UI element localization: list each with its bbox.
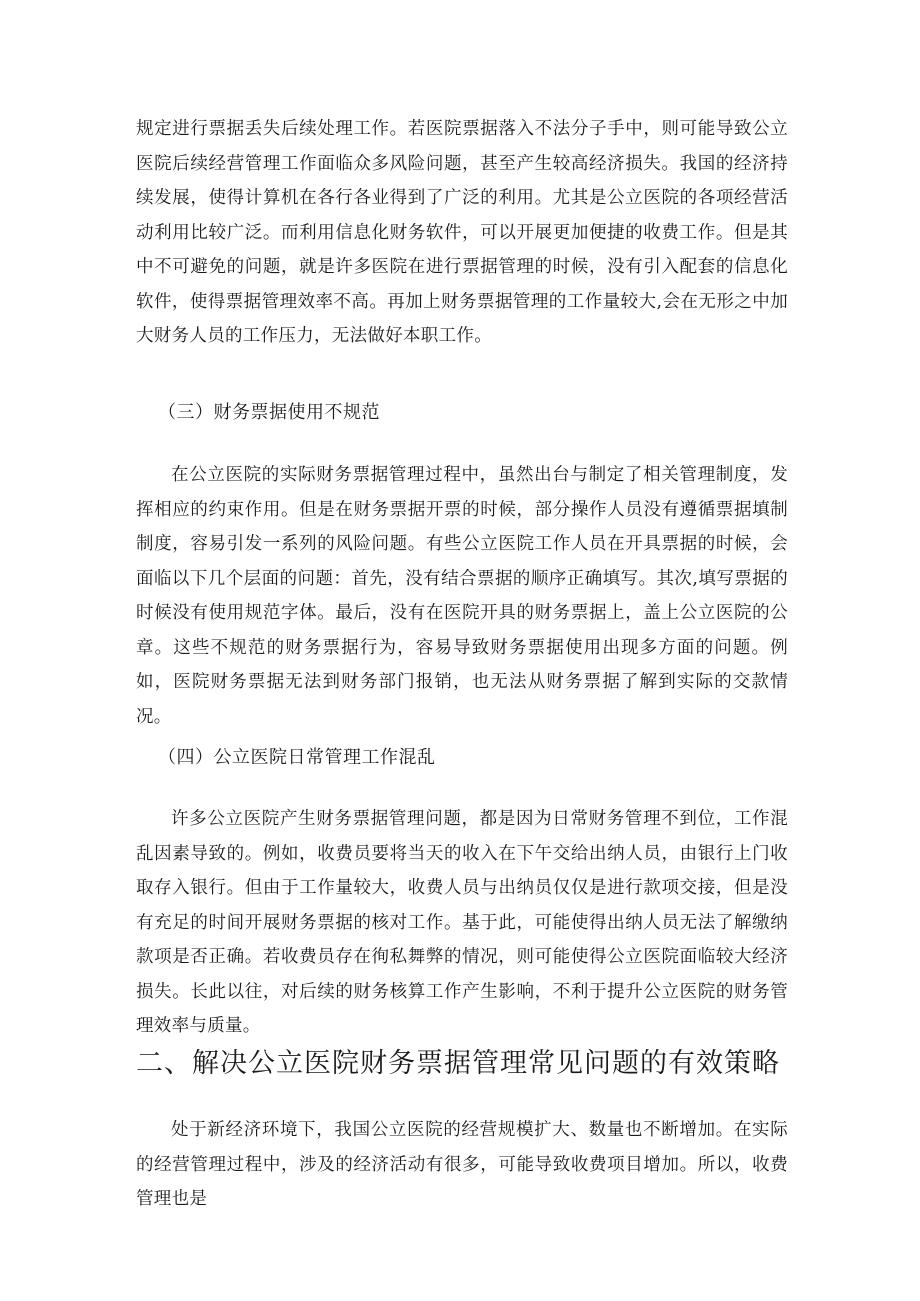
subheading-four: （四）公立医院日常管理工作混乱 xyxy=(158,747,436,768)
paragraph-new-economy: 处于新经济环境下，我国公立医院的经营规模扩大、数量也不断增加。在实际的经营管理过程中，涉及的经济活动有很多，可能导致收费项目增加。所以，收费管理也是 xyxy=(136,1120,788,1209)
subheading-three: （三）财务票据使用不规范 xyxy=(158,402,380,423)
paragraph-ticket-loss: 规定进行票据丢失后续处理工作。若医院票据落入不法分子手中，则可能导致公立医院后续经营管理工作面临众多风险问题，甚至产生较高经济损失。我国的经济持续发展，使得计算机在各行各业得到了广泛的利用。尤其是公立医院的各项经营活动利用比较广泛。而利用信息化财务软件，可以开展更加便捷的收费工作。但是其中不可避免的问题，就是许多医院在进行票据管理的时候，没有引入配套的信息化软件，使得票据管理效率不高。再加上财务票据管理的工作量较大,会在无形之中加大财务人员的工作压力，无法做好本职工作。 xyxy=(136,119,788,346)
section-title-two: 二、解决公立医院财务票据管理常见问题的有效策略 xyxy=(136,1048,780,1079)
paragraph-daily-management: 许多公立医院产生财务票据管理问题，都是因为日常财务管理不到位，工作混乱因素导致的。例如，收费员要将当天的收入在下午交给出纳人员，由银行上门收取存入银行。但由于工作量较大，收费人员与出纳员仅仅是进行款项交接，但是没有充足的时间开展财务票据的核对工作。基于此，可能使得出纳人员无法了解缴纳款项是否正确。若收费员存在徇私舞弊的情况，则可能使得公立医院面临较大经济损失。长此以往，对后续的财务核算工作产生影响，不利于提升公立医院的财务管理效率与质量。 xyxy=(136,809,788,1036)
paragraph-ticket-usage: 在公立医院的实际财务票据管理过程中，虽然出台与制定了相关管理制度，发挥相应的约束作用。但是在财务票据开票的时候，部分操作人员没有遵循票据填制制度，容易引发一系列的风险问题。有些公立医院工作人员在开具票据的时候，会面临以下几个层面的问题：首先，没有结合票据的顺序正确填写。其次,填写票据的时候没有使用规范字体。最后，没有在医院开具的财务票据上，盖上公立医院的公章。这些不规范的财务票据行为，容易导致财务票据使用出现多方面的问题。例如，医院财务票据无法到财务部门报销，也无法从财务票据了解到实际的交款情况。 xyxy=(136,465,788,727)
